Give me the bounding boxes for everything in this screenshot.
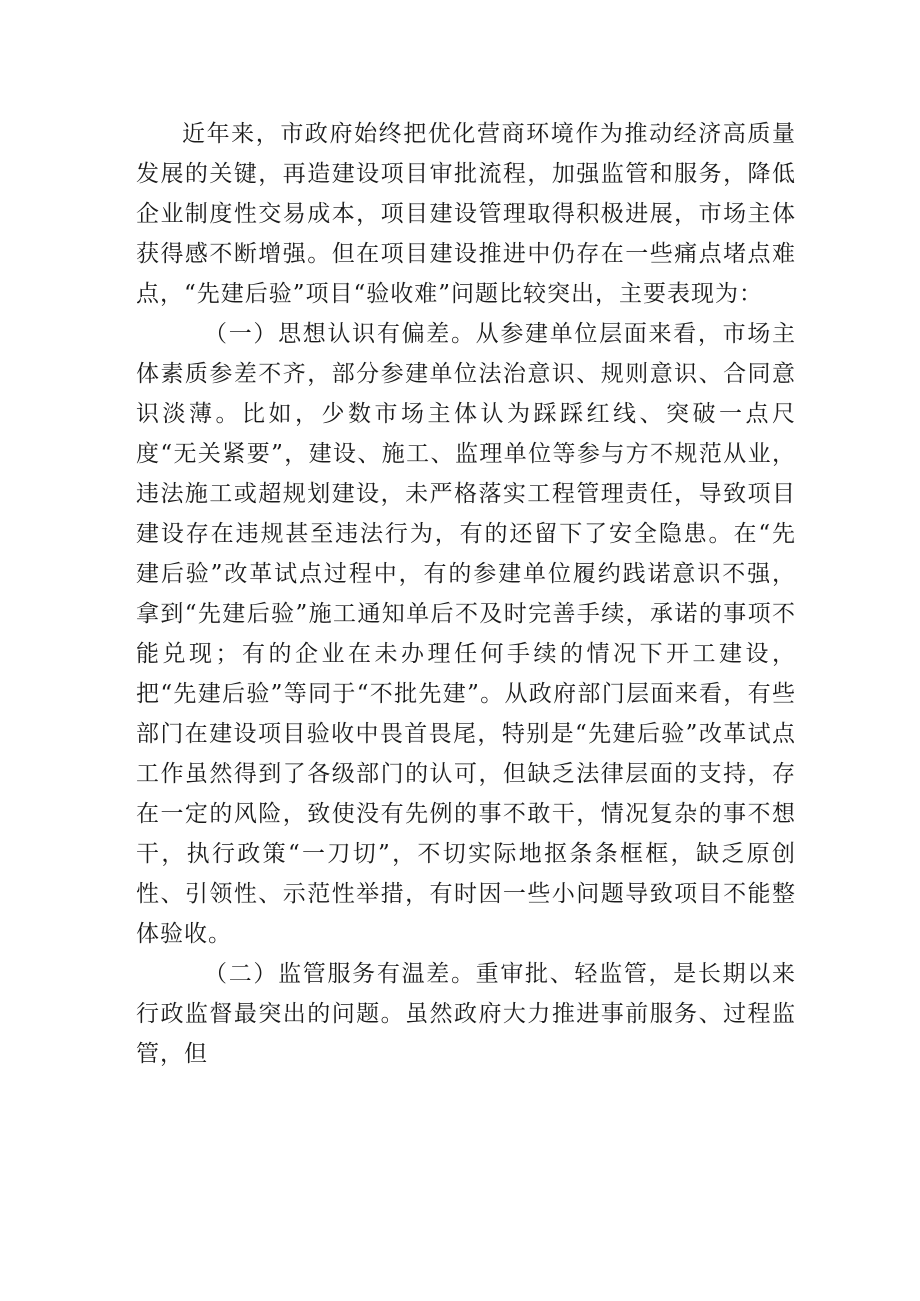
- body-text: [136, 114, 796, 1074]
- intro-paragraph: 近年来，市政府始终把优化营商环境作为推动经济高质量发展的关键，再造建设项目审批流程，加强监管和服务，降低企业制度性交易成本，项目建设管理取得积极进展，市场主体获得感不断增强。但在项目建设推进中仍存在一些痛点堵点难点，“先建后验”项目“验收难”问题比较突出，主要表现为：: [136, 121, 796, 307]
- section-one-paragraph: （一）思想认识有偏差。从参建单位层面来看，市场主体素质参差不齐，部分参建单位法治意识、规则意识、合同意识淡薄。比如，少数市场主体认为踩踩红线、突破一点尺度“无关紧要”，建设、施工、监理单位等参与方不规范从业，违法施工或超规划建设，未严格落实工程管理责任，导致项目建设存在违规甚至违法行为，有的还留下了安全隐患。在“先建后验”改革试点过程中，有的参建单位履约践诺意识不强，拿到“先建后验”施工通知单后不及时完善手续，承诺的事项不能兑现；有的企业在未办理任何手续的情况下开工建设，把“先建后验”等同于“不批先建”。从政府部门层面来看，有些部门在建设项目验收中畏首畏尾，特别是“先建后验”改革试点工作虽然得到了各级部门的认可，但缺乏法律层面的支持，存在一定的风险，致使没有先例的事不敢干，情况复杂的事不想干，执行政策“一刀切”，不切实际地抠条条框框，缺乏原创性、引领性、示范性举措，有时因一些小问题导致项目不能整体验收。: [136, 321, 796, 947]
- section-two-paragraph: （二）监管服务有温差。重审批、轻监管，是长期以来行政监督最突出的问题。虽然政府大力推进事前服务、过程监管，但: [136, 961, 796, 1067]
